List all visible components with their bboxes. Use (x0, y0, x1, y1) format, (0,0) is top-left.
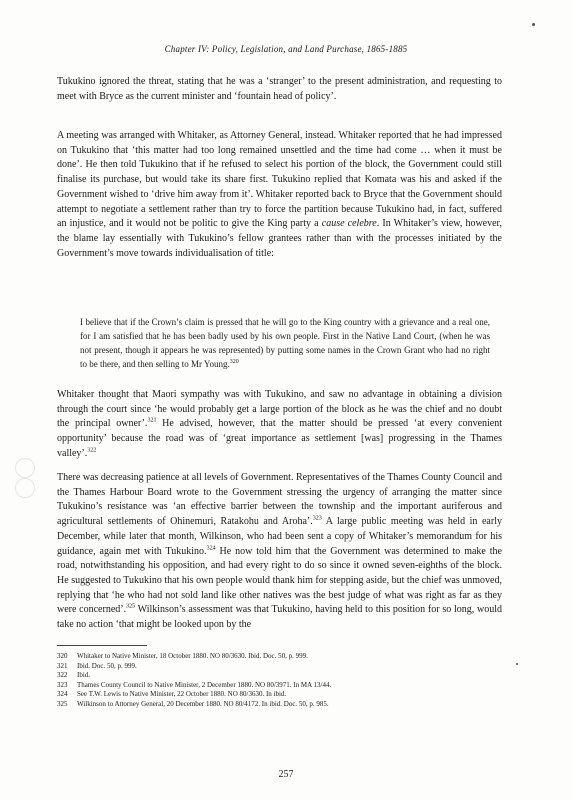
punch-hole-top (15, 458, 35, 478)
scan-speck (532, 23, 535, 26)
paragraph-3-text: Whitaker thought that Maori sympathy was with Tukukino, and saw no advantage in obtaining a division through the court since ‘he would probably get a large portion of the block as he was the chief and no doubt the principal owner’. (57, 389, 502, 430)
scan-speck (516, 663, 518, 665)
paragraph-1-text: Tukukino ignored the threat, stating that he was a ‘stranger’ to the present administration, and requesting to meet with Bryce as the current minister and ‘fountain head of policy’. (57, 76, 502, 102)
footnote-text: Whitaker to Native Minister, 18 October 1880. NO 80/3630. Ibid. Doc. 50, p. 999. (77, 652, 308, 660)
paragraph-3-text-cont: He advised, however, that the matter should be pressed ‘at every convenient opportunity’ because the road was of ‘great importance as settlement [was] progressing in the Thames valley’. (57, 418, 503, 459)
footnote-number: 324 (57, 690, 68, 699)
footnote-ref: 320 (229, 359, 239, 365)
paragraph-2-text-cont: . In Whitaker’s view, however, the blame lay essentially with Tukukino’s fellow grantees rather than with the processes initiated by the Government’s move towards individualisation of title: (57, 218, 502, 259)
paragraph-3 (57, 388, 502, 462)
running-header: Chapter IV: Policy, Legislation, and Land Purchase, 1865-1885 (164, 44, 408, 54)
footnote-text: See T.W. Lewis to Native Minister, 22 October 1880. NO 80/3630. In ibid. (77, 690, 287, 699)
page-number: 257 (278, 769, 294, 780)
paragraph-4-text-cont3: Wilkinson’s assessment was that Tukukino, having held to this position for so long, would take no action ‘that might be looked upon by the (57, 604, 503, 631)
footnote-number: 325 (57, 699, 68, 708)
paragraph-2-italic: cause celebre (321, 218, 377, 230)
footnote-text: Ibid. (77, 671, 91, 680)
footnote-ref: 321 (147, 418, 157, 425)
footnote-divider (57, 645, 147, 646)
footnote (57, 690, 502, 700)
footnote (57, 700, 502, 710)
paragraph-4 (57, 471, 502, 633)
footnotes (57, 652, 502, 710)
footnote-ref: 322 (87, 447, 97, 454)
footnote-ref: 325 (126, 604, 136, 610)
paragraph-4-text-cont: A large public meeting was held in early December, while later that month, Wilkinson, who had been sent a copy of Whitaker’s memorandum for his guidance, again met with Tukukino. (57, 516, 502, 557)
footnote (57, 671, 502, 681)
paragraph-4-text-cont2: He now told him that the Government was determined to make the road, notwithstanding his opposition, and had every right to do so since it owned seven-eighths of the block. He suggested to Tukukino that his own people would thank him for stepping aside, but the chief was unmoved, replying that ‘he who had not sold land like other natives was the best judge of what was right as far as they were concerned’. (57, 545, 502, 616)
footnote-number: 321 (57, 661, 68, 670)
footnote (57, 681, 502, 691)
footnote-text: Ibid. Doc. 50, p. 999. (77, 661, 137, 670)
footnote-text: Wilkinson to Attorney General, 20 December 1880. NO 80/4172. In ibid. Doc. 50, p. 985. (77, 699, 329, 708)
block-quote (80, 315, 490, 371)
footnote-number: 320 (57, 652, 68, 660)
paragraph-4-text: There was decreasing patience at all levels of Government. Representatives of the Thames County Council and the Thames Harbour Board wrote to the Government stressing the urgency of arranging the matter since Tukukino’s resistance was ‘an effective barrier between the township and the important auriferous and agricultural settlements of Ohinemuri, Ratakohu and Aroha’. (57, 472, 502, 528)
paragraph-2-text: A meeting was arranged with Whitaker, as Attorney General, instead. Whitaker reported that he had impressed on Tukukino that ‘this matter had too long remained unsettled and the time had come … when it must be done’. He then told Tukukino that if he refused to select his portion of the block, the Government could still finalise its purchase, but would take its share first. Tukukino replied that Komata was his and asked if the Government wished to ‘drive him away from it’. Whitaker reported back to Bryce that the Government should attempt to negotiate a settlement rather than try to force the partition because Tukukino had, in fact, suffered an injustice, and it would not be politic to give the King party a (57, 130, 502, 230)
footnote (57, 662, 502, 672)
footnote (57, 652, 502, 662)
footnote-text: Thames County Council to Native Minister, 2 December 1880. NO 80/3971. In MA 13/44. (77, 680, 332, 689)
paragraph-1 (57, 75, 502, 104)
footnote-ref: 324 (206, 545, 216, 552)
footnote-number: 322 (57, 671, 68, 680)
paragraph-2 (57, 129, 502, 261)
footnote-number: 323 (57, 680, 68, 689)
punch-hole-bottom (15, 478, 35, 498)
block-quote-text: I believe that if the Crown’s claim is pressed that he will go to the King country with a grievance and a real one, for I am satisfied that he has been badly used by his own people. First in the Native Land Court, (when he was not present, though it appears he was represented) by putting some names in the Crown Grant who had no right to be there, and then selling to Mr Young. (80, 317, 490, 369)
footnote-ref: 323 (312, 515, 322, 522)
